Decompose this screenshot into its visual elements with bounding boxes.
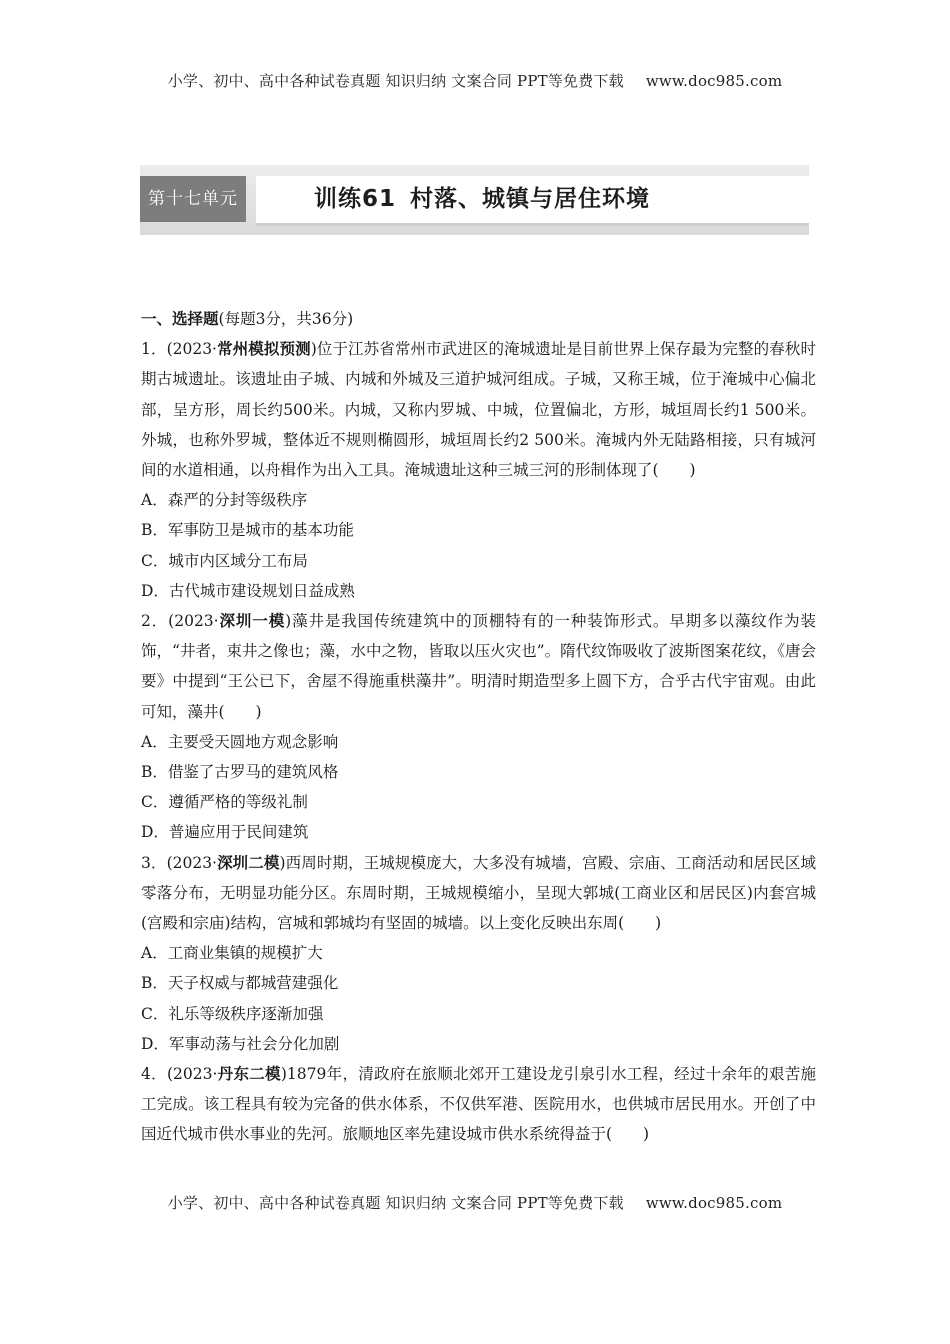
section-label: 一、选择题 [141, 309, 219, 328]
question-text: 位于江苏省常州市武进区的淹城遗址是目前世界上保存最为完整的春秋时期古城遗址。该遗址由子城、内城和外城及三道护城河组成。子城，又称王城，位于淹城中心偏北部，呈方形，周长约500米。内城，又称内罗城、中城，位置偏北，方形，城垣周长约1 500米。外城，也称外罗城，整体近不规则椭圆形，城垣周长约2 500米。淹城内外无陆路相接，只有城河间的水道相通，以舟楫作为出入工具。淹城遗址这种三城三河的形制体现了( ) [141, 340, 816, 480]
question-source: 深圳二模 [216, 852, 280, 872]
question-4 [141, 1059, 816, 1150]
option-b[interactable]: B．借鉴了古罗马的建筑风格 [141, 763, 339, 782]
title-panel [256, 176, 809, 226]
question-number: 1． [141, 340, 167, 359]
lesson-title: 村落、城镇与居住环境 [410, 186, 651, 212]
unit-badge: 第十七单元 [140, 176, 246, 222]
header-url[interactable]: www.doc985.com [645, 72, 783, 90]
option-d[interactable]: D．普遍应用于民间建筑 [141, 823, 309, 842]
question-text: 1879年，清政府在旅顺北郊开工建设龙引泉引水工程，经过十余年的艰苦施工完成。该工程具有较为完备的供水体系，不仅供军港、医院用水，也供城市居民用水。开创了中国近代城市供水事业的先河。旅顺地区率先建设城市供水系统得益于( ) [141, 1065, 816, 1144]
section-heading [141, 304, 816, 334]
footer-site-text: 小学、初中、高中各种试卷真题 知识归纳 文案合同 PPT等免费下载 [167, 1194, 624, 1212]
question-stem: 4．(2023·丹东二模)1879年，清政府在旅顺北郊开工建设龙引泉引水工程，经过十余年的艰苦施工完成。该工程具有较为完备的供水体系，不仅供军港、医院用水，也供城市居民用水。开创了中国近代城市供水事业的先河。旅顺地区率先建设城市供水系统得益于( ) [141, 1064, 816, 1144]
page-title [314, 176, 650, 223]
footer-url[interactable]: www.doc985.com [645, 1194, 783, 1212]
section-note: (每题3分，共36分) [218, 310, 354, 328]
question-2 [141, 606, 816, 848]
question-number: 3． [141, 853, 167, 872]
question-source: 深圳一模 [218, 611, 286, 631]
header-site-text: 小学、初中、高中各种试卷真题 知识归纳 文案合同 PPT等免费下载 [167, 72, 624, 90]
option-c[interactable]: C．礼乐等级秩序逐渐加强 [141, 1004, 324, 1023]
question-3 [141, 848, 816, 1059]
question-stem: 3．(2023·深圳二模)西周时期，王城规模庞大，大多没有城墙，宫殿、宗庙、工商活动和居民区域零落分布，无明显功能分区。东周时期，王城规模缩小，呈现大郭城(工商业区和居民区)内套宫城(宫殿和宗庙)结构，宫城和郭城均有坚固的城墙。以上变化反映出东周( ) [141, 852, 816, 933]
question-text: 藻井是我国传统建筑中的顶棚特有的一种装饰形式。早期多以藻纹作为装饰，“井者，束井之像也；藻，水中之物，皆取以压火灾也”。隋代纹饰吸收了波斯图案花纹，《唐会要》中提到“王公已下，舍屋不得施重栱藻井”。明清时期造型多上圆下方，合乎古代宇宙观。由此可知，藻井( ) [141, 612, 816, 721]
question-source: 丹东二模 [217, 1064, 281, 1084]
question-text: 西周时期，王城规模庞大，大多没有城墙，宫殿、宗庙、工商活动和居民区域零落分布，无明显功能分区。东周时期，王城规模缩小，呈现大郭城(工商业区和居民区)内套宫城(宫殿和宗庙)结构，宫城和郭城均有坚固的城墙。以上变化反映出东周( ) [141, 853, 816, 933]
question-number: 4． [141, 1065, 167, 1084]
lesson-number: 训练61 [314, 186, 397, 212]
option-a[interactable]: A．工商业集镇的规模扩大 [141, 944, 323, 963]
option-a[interactable]: A．主要受天圆地方观念影响 [141, 732, 339, 751]
question-source: 常州模拟预测 [216, 339, 311, 359]
option-b[interactable]: B．军事防卫是城市的基本功能 [141, 521, 354, 540]
option-c[interactable]: C．城市内区域分工布局 [141, 551, 308, 570]
option-c[interactable]: C．遵循严格的等级礼制 [141, 793, 308, 812]
page-header [0, 70, 950, 91]
page-footer [0, 1192, 950, 1213]
question-stem: 1．(2023·常州模拟预测)位于江苏省常州市武进区的淹城遗址是目前世界上保存最为完整的春秋时期古城遗址。该遗址由子城、内城和外城及三道护城河组成。子城，又称王城，位于淹城中心偏北部，呈方形，周长约500米。内城，又称内罗城、中城，位置偏北，方形，城垣周长约1 500米。外城，也称外罗城，整体近不规则椭圆形，城垣周长约2 500米。淹城内外无陆路相接，只有城河间的水道相通，以舟楫作为出入工具。淹城遗址这种三城三河的形制体现了( ) [141, 339, 816, 480]
option-b[interactable]: B．天子权威与都城营建强化 [141, 974, 339, 993]
question-number: 2． [141, 612, 169, 631]
option-d[interactable]: D．古代城市建设规划日益成熟 [141, 581, 355, 600]
option-d[interactable]: D．军事动荡与社会分化加剧 [141, 1034, 340, 1053]
option-a[interactable]: A．森严的分封等级秩序 [141, 491, 308, 510]
unit-title-bar [140, 165, 809, 235]
question-stem: 2．(2023·深圳一模)藻井是我国传统建筑中的顶棚特有的一种装饰形式。早期多以藻纹作为装饰，“井者，束井之像也；藻，水中之物，皆取以压火灾也”。隋代纹饰吸收了波斯图案花纹，《唐会要》中提到“王公已下，舍屋不得施重栱藻井”。明清时期造型多上圆下方，合乎古代宇宙观。由此可知，藻井( ) [141, 611, 816, 721]
question-1 [141, 334, 816, 606]
question-content [141, 304, 816, 1150]
